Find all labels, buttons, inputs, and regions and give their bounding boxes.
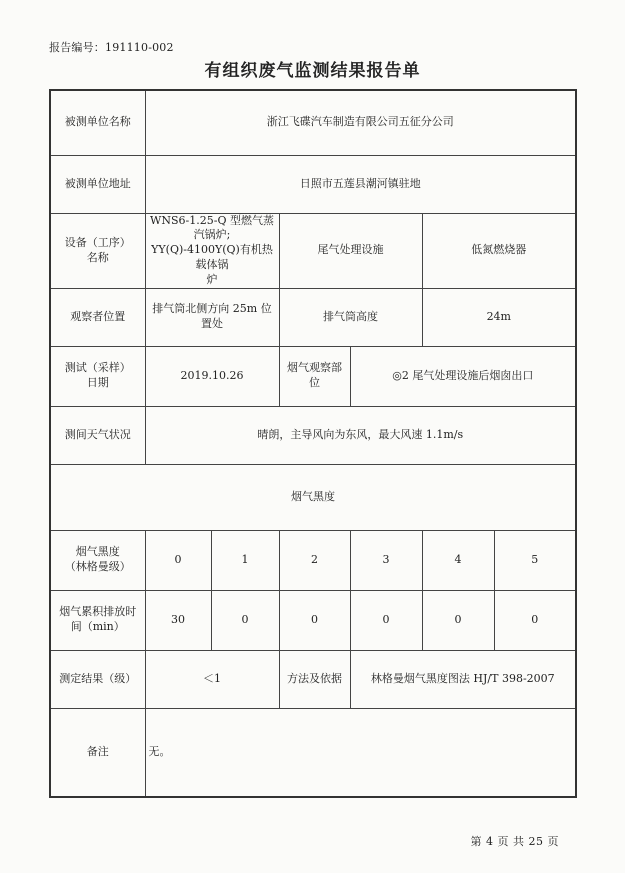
blackness-section-title: 烟气黑度 xyxy=(50,464,576,530)
row-durations xyxy=(50,590,576,650)
level-cell: 5 xyxy=(494,530,576,590)
equipment-line2: YY(Q)-4100Y(Q)有机热载体锅 xyxy=(151,243,273,272)
unit-address-label: 被测单位地址 xyxy=(50,155,145,213)
duration-cell: 0 xyxy=(422,590,494,650)
level-cell: 1 xyxy=(211,530,279,590)
ringelmann-label-line1: 烟气黑度 xyxy=(75,545,120,559)
unit-address-value: 日照市五莲县潮河镇驻地 xyxy=(145,155,576,213)
equipment-value xyxy=(145,213,279,288)
row-weather xyxy=(50,406,576,464)
duration-cell: 0 xyxy=(279,590,350,650)
observer-position-value: 排气筒北侧方向 25m 位置处 xyxy=(145,288,279,346)
row-equipment xyxy=(50,213,576,288)
equipment-label-line2: 名称 xyxy=(86,250,109,264)
footer-middle: 页 共 xyxy=(497,835,525,848)
level-cell: 2 xyxy=(279,530,350,590)
remarks-value: 无。 xyxy=(145,708,576,797)
footer-page: 4 xyxy=(486,835,494,848)
duration-label-line1: 烟气累积排放时 xyxy=(59,605,137,619)
smoke-observation-label: 烟气观察部位 xyxy=(279,346,350,406)
remarks-label: 备注 xyxy=(50,708,145,797)
method-label: 方法及依据 xyxy=(279,650,350,708)
weather-label: 测间天气状况 xyxy=(50,406,145,464)
footer-total: 25 xyxy=(528,835,544,848)
equipment-label xyxy=(50,213,145,288)
result-label: 测定结果（级） xyxy=(50,650,145,708)
row-remarks xyxy=(50,708,576,797)
page-footer xyxy=(469,833,562,849)
method-value: 林格曼烟气黑度图法 HJ/T 398-2007 xyxy=(350,650,576,708)
stack-height-label: 排气筒高度 xyxy=(279,288,422,346)
row-unit-address xyxy=(50,155,576,213)
ringelmann-label xyxy=(50,530,145,590)
level-cell: 0 xyxy=(145,530,211,590)
report-table xyxy=(49,89,577,798)
level-cell: 3 xyxy=(350,530,422,590)
footer-prefix: 第 xyxy=(470,835,482,848)
tail-facility-label: 尾气处理设施 xyxy=(279,213,422,288)
row-result xyxy=(50,650,576,708)
test-date-label xyxy=(50,346,145,406)
duration-cell: 0 xyxy=(350,590,422,650)
equipment-line1: WNS6-1.25-Q 型燃气蒸汽锅炉; xyxy=(150,213,274,242)
duration-cell: 0 xyxy=(211,590,279,650)
test-date-label-line1: 测试（采样） xyxy=(64,361,131,375)
row-observer xyxy=(50,288,576,346)
level-cell: 4 xyxy=(422,530,494,590)
test-date-value: 2019.10.26 xyxy=(145,346,279,406)
unit-name-label: 被测单位名称 xyxy=(50,90,145,155)
report-title: 有组织废气监测结果报告单 xyxy=(204,61,421,81)
stack-height-value: 24m xyxy=(422,288,576,346)
ringelmann-label-line2: （林格曼级） xyxy=(64,560,131,574)
test-date-label-line2: 日期 xyxy=(86,376,109,390)
row-blackness-section xyxy=(50,464,576,530)
tail-facility-value: 低氮燃烧器 xyxy=(422,213,576,288)
equipment-label-line1: 设备（工序） xyxy=(64,235,131,249)
row-unit-name xyxy=(50,90,576,155)
duration-cell: 30 xyxy=(145,590,211,650)
row-ringelmann-levels xyxy=(50,530,576,590)
weather-value: 晴朗，主导风向为东风，最大风速 1.1m/s xyxy=(145,406,576,464)
footer-suffix: 页 xyxy=(547,835,559,848)
result-value: ＜1 xyxy=(145,650,279,708)
duration-label-line2: 间（min） xyxy=(70,620,125,634)
smoke-observation-value: ◎2 尾气处理设施后烟囱出口 xyxy=(350,346,576,406)
row-test-date xyxy=(50,346,576,406)
duration-label xyxy=(50,590,145,650)
duration-cell: 0 xyxy=(494,590,576,650)
observer-position-label: 观察者位置 xyxy=(50,288,145,346)
unit-name-value: 浙江飞碟汽车制造有限公司五征分公司 xyxy=(145,90,576,155)
report-number: 报告编号：191110-002 xyxy=(49,41,174,54)
equipment-line3: 炉 xyxy=(206,272,218,286)
